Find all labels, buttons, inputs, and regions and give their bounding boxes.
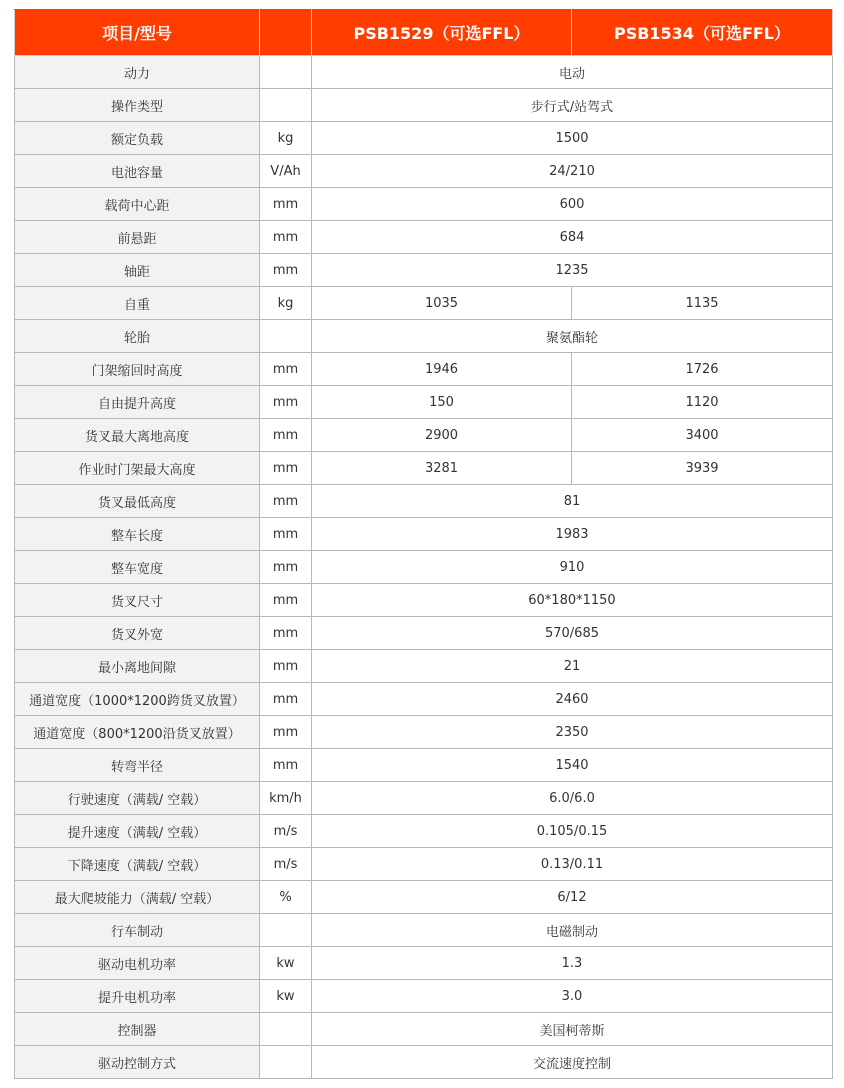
spec-unit: mm bbox=[260, 386, 312, 419]
spec-name: 驱动电机功率 bbox=[15, 947, 260, 980]
spec-value-shared: 24/210 bbox=[312, 155, 833, 188]
spec-value-shared: 1540 bbox=[312, 749, 833, 782]
spec-name: 提升速度（满载/ 空载） bbox=[15, 815, 260, 848]
spec-unit: kg bbox=[260, 122, 312, 155]
spec-value-shared: 684 bbox=[312, 221, 833, 254]
table-row bbox=[15, 221, 833, 254]
spec-value-model-2: 1120 bbox=[572, 386, 833, 419]
spec-name: 电池容量 bbox=[15, 155, 260, 188]
spec-unit: mm bbox=[260, 683, 312, 716]
spec-value-shared: 1235 bbox=[312, 254, 833, 287]
table-header bbox=[15, 10, 833, 56]
spec-value-shared: 6.0/6.0 bbox=[312, 782, 833, 815]
table-row bbox=[15, 353, 833, 386]
spec-value-shared: 81 bbox=[312, 485, 833, 518]
spec-value-shared: 1983 bbox=[312, 518, 833, 551]
table-row bbox=[15, 419, 833, 452]
spec-unit: mm bbox=[260, 551, 312, 584]
spec-value-shared: 910 bbox=[312, 551, 833, 584]
table-row bbox=[15, 1013, 833, 1046]
spec-unit: mm bbox=[260, 452, 312, 485]
header-item: 项目/型号 bbox=[15, 10, 260, 56]
table-row bbox=[15, 848, 833, 881]
header-model-1: PSB1529（可选FFL） bbox=[312, 10, 572, 56]
spec-name: 载荷中心距 bbox=[15, 188, 260, 221]
spec-value-model-1: 3281 bbox=[312, 452, 572, 485]
spec-value-shared: 0.105/0.15 bbox=[312, 815, 833, 848]
spec-value-shared: 美国柯蒂斯 bbox=[312, 1013, 833, 1046]
spec-name: 货叉外宽 bbox=[15, 617, 260, 650]
table-row bbox=[15, 155, 833, 188]
spec-name: 操作类型 bbox=[15, 89, 260, 122]
spec-unit bbox=[260, 1046, 312, 1079]
table-row bbox=[15, 617, 833, 650]
spec-name: 轮胎 bbox=[15, 320, 260, 353]
spec-name: 货叉最大离地高度 bbox=[15, 419, 260, 452]
spec-unit: kg bbox=[260, 287, 312, 320]
spec-table-container bbox=[14, 9, 832, 1079]
spec-name: 转弯半径 bbox=[15, 749, 260, 782]
table-row bbox=[15, 881, 833, 914]
spec-value-shared: 6/12 bbox=[312, 881, 833, 914]
spec-unit: mm bbox=[260, 716, 312, 749]
spec-value-model-1: 150 bbox=[312, 386, 572, 419]
spec-value-shared: 21 bbox=[312, 650, 833, 683]
spec-unit bbox=[260, 1013, 312, 1046]
header-unit bbox=[260, 10, 312, 56]
spec-name: 前悬距 bbox=[15, 221, 260, 254]
spec-name: 额定负载 bbox=[15, 122, 260, 155]
spec-name: 货叉尺寸 bbox=[15, 584, 260, 617]
spec-name: 最大爬坡能力（满载/ 空载） bbox=[15, 881, 260, 914]
spec-unit: mm bbox=[260, 188, 312, 221]
spec-unit: mm bbox=[260, 584, 312, 617]
spec-unit: mm bbox=[260, 353, 312, 386]
spec-value-shared: 2350 bbox=[312, 716, 833, 749]
spec-name: 自由提升高度 bbox=[15, 386, 260, 419]
header-model-2: PSB1534（可选FFL） bbox=[572, 10, 833, 56]
spec-name: 整车宽度 bbox=[15, 551, 260, 584]
table-row bbox=[15, 452, 833, 485]
spec-name: 自重 bbox=[15, 287, 260, 320]
table-row bbox=[15, 782, 833, 815]
table-row bbox=[15, 518, 833, 551]
spec-value-shared: 1.3 bbox=[312, 947, 833, 980]
table-row bbox=[15, 584, 833, 617]
spec-unit: mm bbox=[260, 749, 312, 782]
spec-value-shared: 步行式/站驾式 bbox=[312, 89, 833, 122]
spec-table bbox=[14, 9, 833, 1079]
spec-value-shared: 0.13/0.11 bbox=[312, 848, 833, 881]
table-row bbox=[15, 749, 833, 782]
spec-value-shared: 60*180*1150 bbox=[312, 584, 833, 617]
spec-value-model-2: 3939 bbox=[572, 452, 833, 485]
table-row bbox=[15, 386, 833, 419]
spec-unit: mm bbox=[260, 518, 312, 551]
table-row bbox=[15, 320, 833, 353]
spec-name: 轴距 bbox=[15, 254, 260, 287]
spec-name: 门架缩回时高度 bbox=[15, 353, 260, 386]
spec-name: 作业时门架最大高度 bbox=[15, 452, 260, 485]
spec-value-model-1: 1035 bbox=[312, 287, 572, 320]
spec-unit: V/Ah bbox=[260, 155, 312, 188]
header-row bbox=[15, 10, 833, 56]
spec-name: 提升电机功率 bbox=[15, 980, 260, 1013]
table-row bbox=[15, 947, 833, 980]
spec-name: 货叉最低高度 bbox=[15, 485, 260, 518]
spec-name: 控制器 bbox=[15, 1013, 260, 1046]
table-row bbox=[15, 188, 833, 221]
table-row bbox=[15, 122, 833, 155]
spec-value-shared: 1500 bbox=[312, 122, 833, 155]
spec-unit: mm bbox=[260, 254, 312, 287]
table-row bbox=[15, 815, 833, 848]
table-row bbox=[15, 485, 833, 518]
table-body bbox=[15, 56, 833, 1079]
table-row bbox=[15, 716, 833, 749]
spec-name: 最小离地间隙 bbox=[15, 650, 260, 683]
spec-unit: % bbox=[260, 881, 312, 914]
spec-value-model-1: 2900 bbox=[312, 419, 572, 452]
table-row bbox=[15, 89, 833, 122]
spec-name: 行驶速度（满载/ 空载） bbox=[15, 782, 260, 815]
spec-value-model-1: 1946 bbox=[312, 353, 572, 386]
spec-name: 下降速度（满载/ 空载） bbox=[15, 848, 260, 881]
table-row bbox=[15, 254, 833, 287]
spec-name: 行车制动 bbox=[15, 914, 260, 947]
spec-unit bbox=[260, 914, 312, 947]
spec-name: 通道宽度（1000*1200跨货叉放置） bbox=[15, 683, 260, 716]
spec-unit: m/s bbox=[260, 815, 312, 848]
spec-value-model-2: 3400 bbox=[572, 419, 833, 452]
spec-value-shared: 3.0 bbox=[312, 980, 833, 1013]
spec-value-model-2: 1135 bbox=[572, 287, 833, 320]
spec-unit bbox=[260, 56, 312, 89]
spec-unit: mm bbox=[260, 419, 312, 452]
spec-unit bbox=[260, 89, 312, 122]
table-row bbox=[15, 551, 833, 584]
table-row bbox=[15, 650, 833, 683]
table-row bbox=[15, 980, 833, 1013]
spec-value-shared: 570/685 bbox=[312, 617, 833, 650]
spec-name: 动力 bbox=[15, 56, 260, 89]
spec-unit: mm bbox=[260, 617, 312, 650]
table-row bbox=[15, 1046, 833, 1079]
spec-value-shared: 聚氨酯轮 bbox=[312, 320, 833, 353]
spec-unit: km/h bbox=[260, 782, 312, 815]
spec-value-shared: 600 bbox=[312, 188, 833, 221]
table-row bbox=[15, 287, 833, 320]
spec-name: 通道宽度（800*1200沿货叉放置） bbox=[15, 716, 260, 749]
spec-unit: mm bbox=[260, 650, 312, 683]
table-row bbox=[15, 56, 833, 89]
spec-unit: mm bbox=[260, 485, 312, 518]
spec-unit: m/s bbox=[260, 848, 312, 881]
table-row bbox=[15, 914, 833, 947]
spec-value-shared: 电磁制动 bbox=[312, 914, 833, 947]
spec-name: 驱动控制方式 bbox=[15, 1046, 260, 1079]
table-row bbox=[15, 683, 833, 716]
spec-unit: kw bbox=[260, 947, 312, 980]
spec-unit: kw bbox=[260, 980, 312, 1013]
spec-unit bbox=[260, 320, 312, 353]
spec-name: 整车长度 bbox=[15, 518, 260, 551]
spec-value-model-2: 1726 bbox=[572, 353, 833, 386]
spec-value-shared: 交流速度控制 bbox=[312, 1046, 833, 1079]
spec-unit: mm bbox=[260, 221, 312, 254]
spec-value-shared: 电动 bbox=[312, 56, 833, 89]
spec-value-shared: 2460 bbox=[312, 683, 833, 716]
